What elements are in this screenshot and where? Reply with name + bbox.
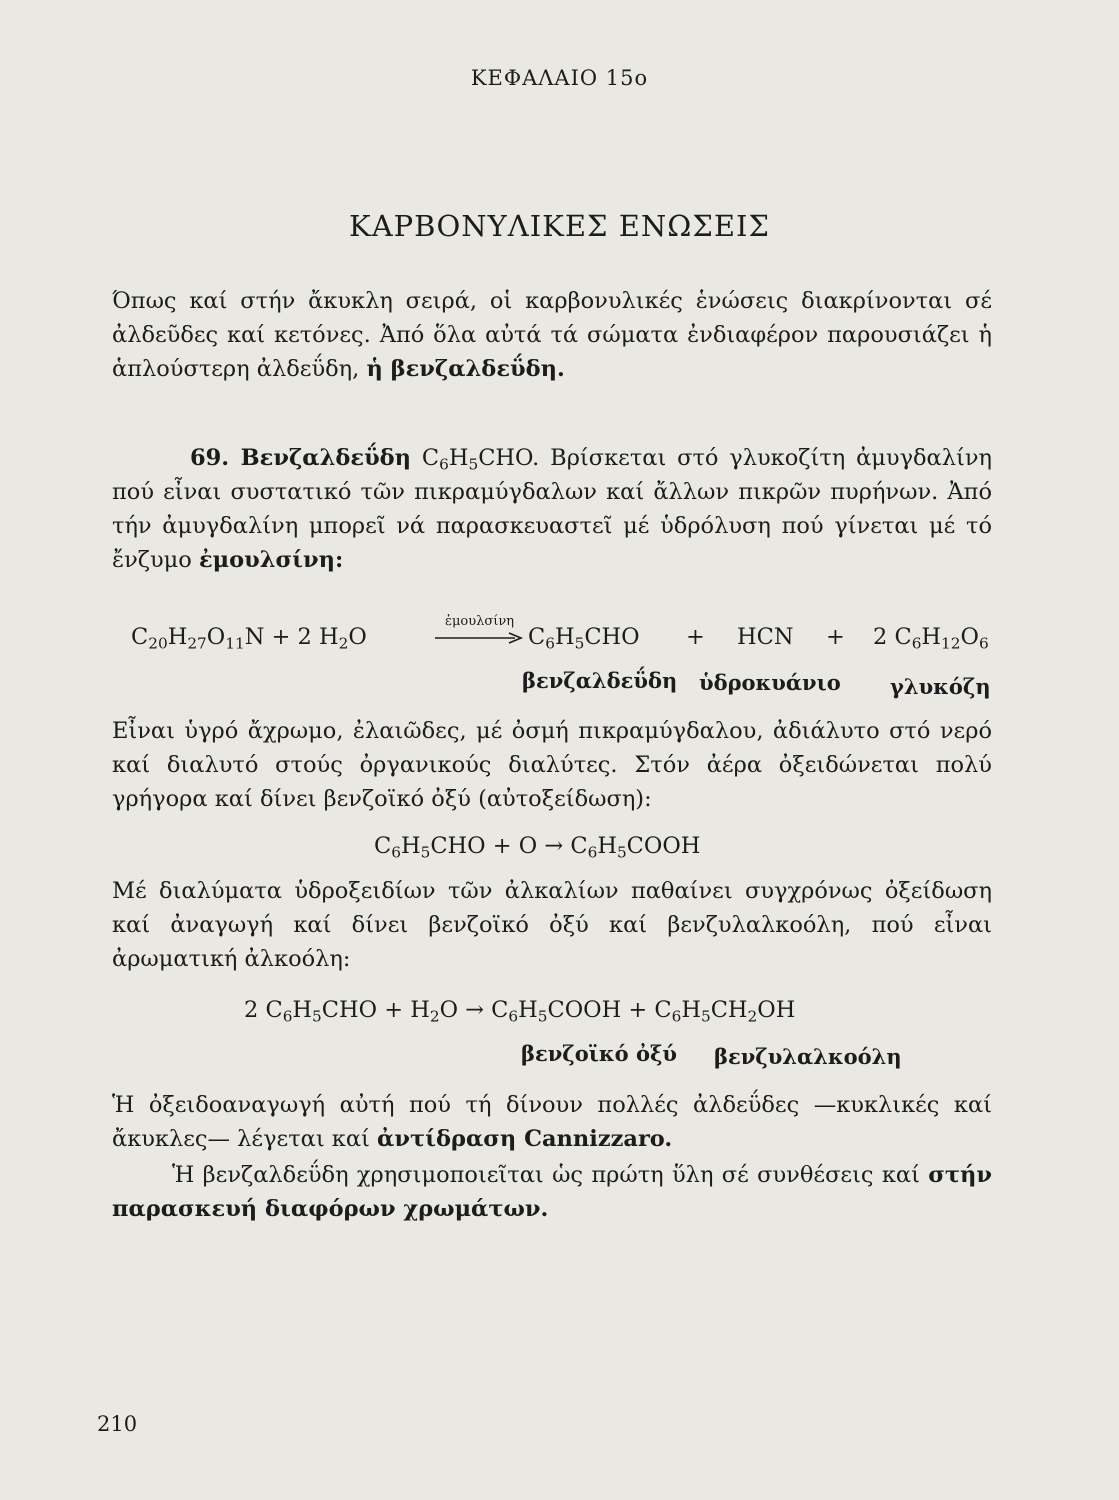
equation-3-label-benzyl-alcohol: βενζυλαλκοόλη	[714, 1044, 902, 1069]
cannizzaro-paragraph	[112, 1088, 992, 1156]
uses-paragraph	[112, 1158, 992, 1226]
equation-2: $C_6H_5CHO + O$ → $C_6H_5COOH$	[374, 833, 701, 862]
page-number: 210	[97, 1412, 138, 1436]
cannizzaro-intro-paragraph: Μέ διαλύματα ὑδροξειδίων τῶν ἀλκαλίων παθαίνει συγχρόνως ὀξείδωση καί ἀναγωγή καί δίνει βενζοϊκό ὀξύ καί βενζυλαλκοόλη, πού εἶναι ἀρωματική ἀλκοόλη:	[112, 878, 992, 972]
equation-3: 2 $C_6H_5CHO + H_2O$ → $C_6H_5COOH + C_6H_5CH_2OH$	[244, 997, 796, 1026]
equation-1-product-1: $C_6H_5CHO$	[528, 624, 640, 653]
intro-bold-name: ἡ βενζαλδεΰδη.	[366, 356, 565, 382]
intro-text: Όπως καί στήν ἄκυκλη σειρά, οἱ καρβονυλικές ἑνώσεις διακρίνονται σέ ἀλδεῦδες καί κετόνες. Ἀπό ὅλα αὐτά τά σώματα ἐνδιαφέρον παρουσιάζει ἡ ἁπλούστερη ἀλδεΰδη,	[112, 288, 992, 382]
equation-1-arrow-label: ἐμουλσίνη	[445, 614, 515, 629]
equation-1-label-hcn: ὑδροκυάνιο	[699, 670, 841, 695]
section-enzyme: ἐμουλσίνη:	[198, 547, 344, 573]
cannizzaro-text: Ἡ ὀξειδοαναγωγή αὐτή πού τή δίνουν πολλές ἀλδεΰδες —κυκλικές καί ἄκυκλες— λέγεται καί	[112, 1092, 992, 1152]
cannizzaro-bold: ἀντίδραση Cannizzaro.	[377, 1126, 673, 1152]
section-text: Βρίσκεται στό γλυκοζίτη ἀμυγδαλίνη πού εἶναι συστατικό τῶν πικραμύγδαλων καί ἄλλων πικρῶν πυρήνων. Ἀπό τήν ἀμυγδαλίνη μπορεῖ νά παρασκευαστεῖ μέ ὑδρόλυση πού γίνεται μέ τό ἔνζυμο	[112, 445, 992, 573]
section-formula: $C_6H_5CHO$.	[421, 445, 540, 474]
reaction-arrow-icon	[435, 630, 525, 646]
equation-1-label-glucose: γλυκόζη	[890, 674, 991, 699]
equation-1-product-2: HCN	[737, 624, 794, 650]
uses-text: Ἡ βενζαλδεΰδη χρησιμοποιεῖται ὡς πρώτη ὕλη σέ συνθέσεις καί	[172, 1162, 929, 1188]
equation-3-label-benzoic-acid: βενζοϊκό ὀξύ	[521, 1041, 677, 1066]
section-heading: 69. Βενζαλδεΰδη	[190, 445, 412, 471]
properties-paragraph: Εἶναι ὑγρό ἄχρωμο, ἐλαιῶδες, μέ ὀσμή πικραμύγδαλου, ἀδιάλυτο στό νερό καί διαλυτό στούς ὀργανικούς διαλύτες. Στόν ἀέρα ὀξειδώνεται πολύ γρήγορα καί δίνει βενζοϊκό ὀξύ (αὐτοξείδωση):	[112, 718, 992, 812]
uses-bold: στήν παρασκευή διαφόρων χρωμάτων.	[112, 1162, 992, 1222]
page-title: ΚΑΡΒΟΝΥΛΙΚΕΣ ΕΝΩΣΕΙΣ	[349, 209, 770, 243]
equation-1-reactants: $C_{20}H_{27}O_{11}N + 2$ $H_2O$	[131, 624, 367, 653]
intro-paragraph	[112, 284, 992, 386]
equation-1-plus-2: +	[826, 624, 845, 650]
section-69-paragraph	[112, 441, 992, 577]
equation-1-plus-1: +	[686, 624, 705, 650]
chapter-header: ΚΕΦΑΛΑΙΟ 15ο	[470, 66, 649, 90]
equation-1-product-3: 2 $C_6H_{12}O_6$	[873, 624, 989, 653]
equation-1-label-benzaldehyde: βενζαλδεΰδη	[522, 668, 678, 693]
